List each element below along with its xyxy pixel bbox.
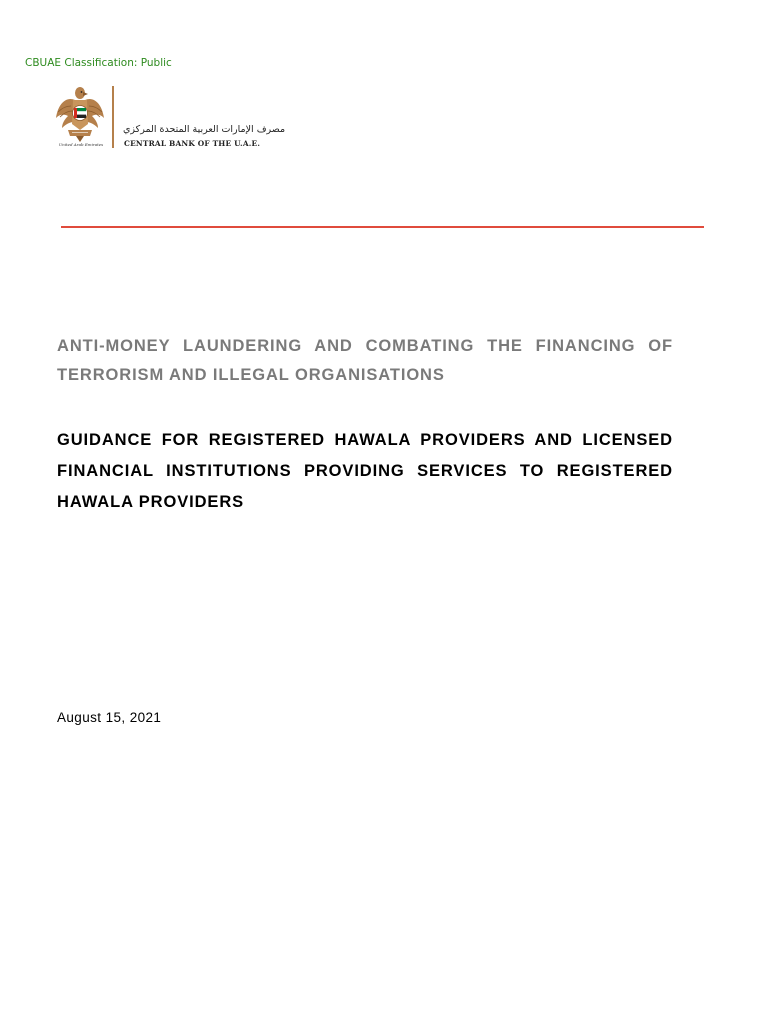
document-title: GUIDANCE FOR REGISTERED HAWALA PROVIDERS AND LICENSED FINANCIAL INSTITUTIONS PROVIDING SERVICES TO REGISTERED HAWALA PROVIDERS xyxy=(57,431,673,511)
central-bank-logo xyxy=(54,84,286,154)
header-divider-rule xyxy=(61,226,704,228)
bank-name-arabic: مصرف الإمارات العربية المتحدة المركزي xyxy=(123,124,286,135)
bank-name-english: CENTRAL BANK OF THE U.A.E. xyxy=(124,139,261,148)
document-subtitle: ANTI-MONEY LAUNDERING AND COMBATING THE FINANCING OF TERRORISM AND ILLEGAL ORGANISATIONS xyxy=(57,337,673,384)
uae-falcon-emblem-icon xyxy=(54,84,106,148)
document-date: August 15, 2021 xyxy=(57,710,162,725)
emblem-caption: United Arab Emirates xyxy=(58,142,104,147)
classification-label: CBUAE Classification: Public xyxy=(25,57,172,69)
logo-divider xyxy=(112,86,114,148)
